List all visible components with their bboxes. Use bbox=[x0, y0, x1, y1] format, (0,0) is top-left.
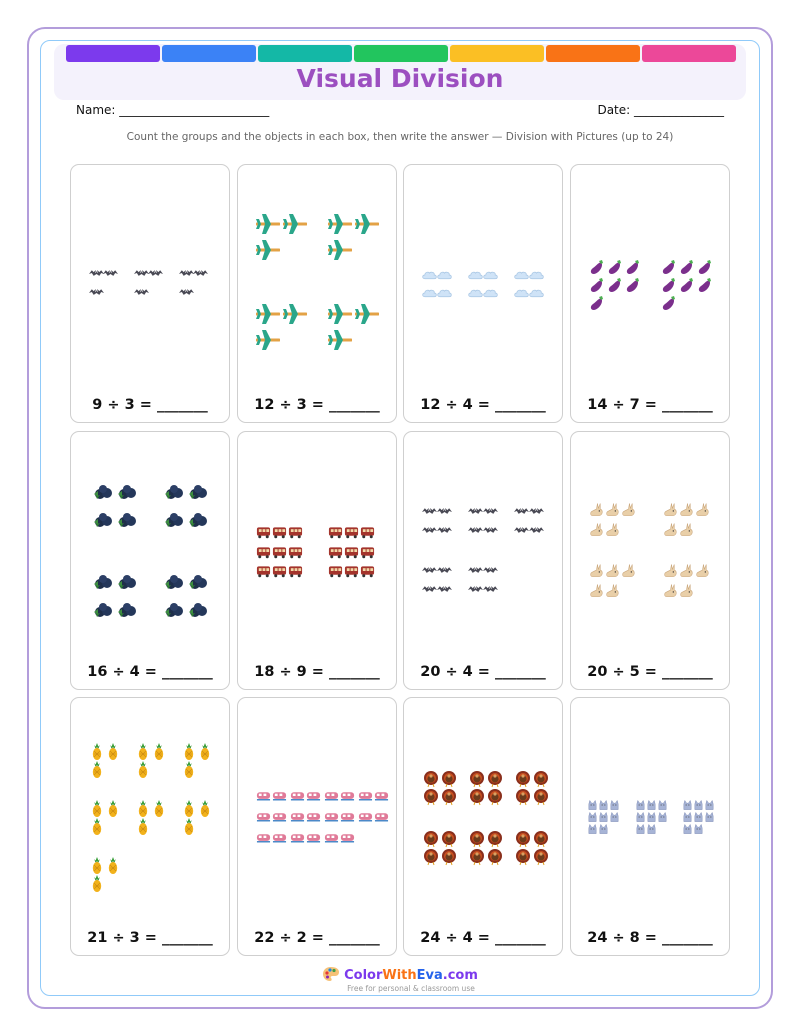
division-problem[interactable]: 20 ÷ 4 = _______ bbox=[420, 664, 546, 680]
blueberries-icon bbox=[165, 485, 207, 527]
rainbow-segment bbox=[642, 45, 736, 62]
problem-card bbox=[403, 697, 563, 956]
bus-icon bbox=[325, 792, 354, 800]
rabbit-icon bbox=[665, 503, 709, 535]
rainbow-segment bbox=[66, 45, 160, 62]
problem-card bbox=[403, 164, 563, 423]
bus-icon bbox=[291, 813, 320, 821]
division-problem[interactable]: 20 ÷ 5 = _______ bbox=[587, 664, 713, 680]
bat-icon bbox=[89, 270, 118, 295]
problem-card bbox=[237, 164, 397, 423]
blueberries-icon bbox=[94, 575, 136, 617]
picture-groups bbox=[238, 432, 398, 652]
bus-icon bbox=[359, 792, 388, 800]
airplane-icon bbox=[256, 304, 306, 350]
pineapple-icon bbox=[93, 743, 117, 778]
division-problem[interactable]: 14 ÷ 7 = _______ bbox=[587, 397, 713, 413]
cloud-icon bbox=[469, 272, 498, 297]
division-problem[interactable]: 22 ÷ 2 = _______ bbox=[254, 930, 380, 946]
bat-icon bbox=[468, 508, 498, 533]
bus-icon bbox=[257, 834, 286, 842]
turkey-icon bbox=[424, 831, 456, 865]
footer-tagline: Free for personal & classroom use bbox=[347, 984, 475, 993]
picture-groups bbox=[71, 432, 231, 652]
bus-icon bbox=[257, 527, 302, 577]
picture-groups bbox=[404, 165, 564, 385]
pineapple-icon bbox=[93, 857, 117, 892]
blueberries-icon bbox=[94, 485, 136, 527]
rabbit-icon bbox=[591, 503, 635, 535]
picture-groups bbox=[404, 698, 564, 918]
bat-icon bbox=[468, 567, 498, 592]
blueberries-icon bbox=[165, 575, 207, 617]
bus-icon bbox=[359, 813, 388, 821]
rainbow-segment bbox=[450, 45, 544, 62]
bat-icon bbox=[179, 270, 208, 295]
bat-icon bbox=[134, 270, 163, 295]
problem-card bbox=[237, 697, 397, 956]
picture-groups bbox=[571, 165, 731, 385]
problem-card bbox=[570, 697, 730, 956]
turkey-icon bbox=[516, 831, 548, 865]
eggplant-icon bbox=[663, 260, 711, 310]
worksheet-title: Visual Division bbox=[296, 64, 504, 93]
rainbow-segment bbox=[162, 45, 256, 62]
bat-icon bbox=[422, 508, 452, 533]
pineapple-icon bbox=[185, 743, 209, 778]
bat-icon bbox=[514, 508, 544, 533]
problem-card bbox=[570, 431, 730, 690]
rabbit-icon bbox=[591, 564, 635, 596]
cat-icon bbox=[684, 800, 713, 833]
division-problem[interactable]: 18 ÷ 9 = _______ bbox=[254, 664, 380, 680]
brand-part-domain: .com bbox=[442, 968, 478, 983]
pineapple-icon bbox=[139, 800, 163, 835]
division-problem[interactable]: 16 ÷ 4 = _______ bbox=[87, 664, 213, 680]
brand-name[interactable] bbox=[0, 966, 800, 983]
bus-icon bbox=[257, 813, 286, 821]
name-blank[interactable]: _________________________ bbox=[119, 103, 270, 117]
picture-groups bbox=[571, 698, 731, 918]
cat-icon bbox=[637, 800, 666, 833]
cloud-icon bbox=[515, 272, 544, 297]
rainbow-segment bbox=[546, 45, 640, 62]
rainbow-segment bbox=[258, 45, 352, 62]
bus-icon bbox=[291, 792, 320, 800]
brand-part-eva: Eva bbox=[416, 968, 443, 983]
problem-card bbox=[70, 431, 230, 690]
picture-groups bbox=[238, 698, 398, 918]
brand-part-color: Color bbox=[344, 968, 383, 983]
turkey-icon bbox=[470, 831, 502, 865]
division-problem[interactable]: 21 ÷ 3 = _______ bbox=[87, 930, 213, 946]
bus-icon bbox=[325, 834, 354, 842]
division-problem[interactable]: 24 ÷ 8 = _______ bbox=[587, 930, 713, 946]
pineapple-icon bbox=[93, 800, 117, 835]
bus-icon bbox=[257, 792, 286, 800]
problem-card bbox=[570, 164, 730, 423]
palette-icon bbox=[322, 966, 340, 982]
turkey-icon bbox=[516, 771, 548, 805]
picture-groups bbox=[571, 432, 731, 652]
date-label: Date: bbox=[597, 103, 634, 117]
rainbow-segment bbox=[354, 45, 448, 62]
division-problem[interactable]: 12 ÷ 4 = _______ bbox=[420, 397, 546, 413]
airplane-icon bbox=[256, 214, 306, 260]
bus-icon bbox=[329, 527, 374, 577]
division-problem[interactable]: 12 ÷ 3 = _______ bbox=[254, 397, 380, 413]
bus-icon bbox=[325, 813, 354, 821]
picture-groups bbox=[71, 698, 231, 918]
picture-groups bbox=[71, 165, 231, 385]
footer bbox=[0, 966, 800, 993]
date-blank[interactable]: _______________ bbox=[634, 103, 724, 117]
picture-groups bbox=[238, 165, 398, 385]
division-problem[interactable]: 9 ÷ 3 = _______ bbox=[92, 397, 208, 413]
pineapple-icon bbox=[139, 743, 163, 778]
date-field[interactable] bbox=[597, 103, 724, 117]
bat-icon bbox=[422, 567, 452, 592]
problem-card bbox=[70, 164, 230, 423]
airplane-icon bbox=[328, 214, 378, 260]
name-field[interactable] bbox=[76, 103, 269, 117]
turkey-icon bbox=[470, 771, 502, 805]
rainbow-stripe bbox=[66, 45, 736, 62]
problem-card bbox=[70, 697, 230, 956]
cloud-icon bbox=[423, 272, 452, 297]
instructions-text: Count the groups and the objects in each box, then write the answer — Division with Pictures (up to 24) bbox=[126, 131, 674, 143]
turkey-icon bbox=[424, 771, 456, 805]
problem-card bbox=[237, 431, 397, 690]
bus-icon bbox=[291, 834, 320, 842]
name-label: Name: bbox=[76, 103, 120, 117]
eggplant-icon bbox=[591, 260, 639, 310]
rabbit-icon bbox=[665, 564, 709, 596]
airplane-icon bbox=[328, 304, 378, 350]
problem-card bbox=[403, 431, 563, 690]
pineapple-icon bbox=[185, 800, 209, 835]
division-problem[interactable]: 24 ÷ 4 = _______ bbox=[420, 930, 546, 946]
picture-groups bbox=[404, 432, 564, 652]
cat-icon bbox=[589, 800, 618, 833]
brand-part-with: With bbox=[382, 968, 417, 983]
